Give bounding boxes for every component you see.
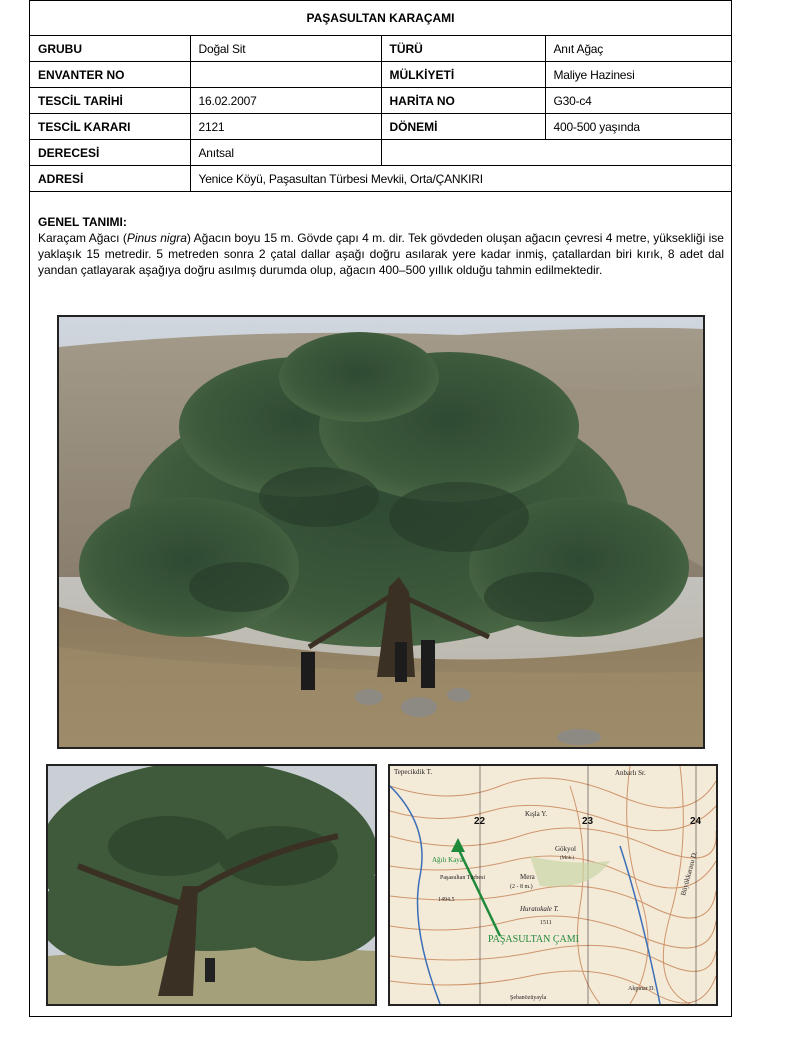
- inventory-label: ENVANTER NO: [30, 62, 190, 88]
- map-image: [390, 766, 716, 1004]
- registration-date-value: 16.02.2007: [190, 88, 381, 114]
- registration-decision-value: 2121: [190, 114, 381, 140]
- map-label-tepecik: Tepecikdik T.: [394, 768, 433, 776]
- map-label-gokyol-sub: (Mnk.): [560, 856, 575, 861]
- map-label-turbe: Paşasultan Türbesi: [440, 875, 486, 881]
- map-label-anbarli: Anbarlı Sr.: [615, 769, 646, 777]
- map-label-mera: Mera: [520, 873, 535, 881]
- inventory-value: [190, 62, 381, 88]
- table-row: [30, 88, 731, 114]
- map-grid-22: 22: [474, 816, 486, 827]
- address-label: ADRESİ: [30, 166, 190, 192]
- general-description: [38, 214, 724, 278]
- description-text: Karaçam Ağacı (Pinus nigra) Ağacın boyu 15 m. Gövde çapı 4 m. dir. Tek gövdeden oluşan ağacın çevresi 4 metre, yüksekliği ise yaklaşık 15 metredir. 5 metreden sonra 2 çatal dallar aşağı doğru asılarak yere kadar inmiş, çatallardan biri kırık, 8 adet dal yandan çatlayarak aşağıya doğru asılmış durumda olup, ağacın 400–500 yıllık olduğu tahmin edilmektedir.: [38, 231, 724, 277]
- map-grid-23: 23: [582, 816, 594, 827]
- table-row: [30, 62, 731, 88]
- map-label-sebanoz: Şebanözüyayla: [510, 995, 547, 1001]
- map-number-label: HARİTA NO: [381, 88, 545, 114]
- map-label-dere: Akpınar D.: [628, 986, 655, 992]
- map-grid-24: 24: [690, 816, 702, 827]
- table-row: [30, 114, 731, 140]
- page-title: PAŞASULTAN KARAÇAMI: [30, 1, 731, 36]
- map-label-elev2: 1511: [540, 920, 552, 926]
- map-label-kisla: Kışla Y.: [525, 810, 548, 818]
- ownership-label: MÜLKİYETİ: [381, 62, 545, 88]
- main-tree-photo: [57, 315, 705, 749]
- close-up-tree-photo: [46, 764, 377, 1006]
- registration-decision-label: TESCİL KARARI: [30, 114, 190, 140]
- table-row: [30, 166, 731, 192]
- map-label-elev1: 1494.5: [438, 897, 455, 903]
- ownership-value: Maliye Hazinesi: [545, 62, 731, 88]
- tree-photo-image: [59, 317, 703, 747]
- close-up-photo-image: [48, 766, 375, 1004]
- degree-label: DERECESİ: [30, 140, 190, 166]
- empty-cell: [381, 140, 731, 166]
- registry-table: [30, 1, 731, 192]
- map-number-value: G30-c4: [545, 88, 731, 114]
- type-label: TÜRÜ: [381, 36, 545, 62]
- map-label-pasasultan: PAŞASULTAN ÇAMI: [488, 934, 579, 945]
- group-value: Doğal Sit: [190, 36, 381, 62]
- period-label: DÖNEMİ: [381, 114, 545, 140]
- address-value: Yenice Köyü, Paşasultan Türbesi Mevkii, Orta/ÇANKIRI: [190, 166, 731, 192]
- registration-date-label: TESCİL TARİHİ: [30, 88, 190, 114]
- topographic-map: [388, 764, 718, 1006]
- period-value: 400-500 yaşında: [545, 114, 731, 140]
- group-label: GRUBU: [30, 36, 190, 62]
- map-label-agilkaya: Ağılı Kaya: [432, 856, 463, 864]
- map-label-gokyol: Gökyol: [555, 845, 576, 853]
- degree-value: Anıtsal: [190, 140, 381, 166]
- monument-tree-sheet: [29, 0, 732, 1017]
- type-value: Anıt Ağaç: [545, 36, 731, 62]
- map-label-huratokale: Huratokale T.: [520, 905, 559, 913]
- table-row: [30, 36, 731, 62]
- map-label-mera-sub: (2 - 8 m.): [510, 884, 533, 890]
- table-row: [30, 140, 731, 166]
- latin-name: Pinus nigra: [126, 231, 187, 245]
- map-label-buyuk: Büyükkarasu D.: [679, 850, 699, 897]
- description-heading: GENEL TANIMI:: [38, 215, 127, 229]
